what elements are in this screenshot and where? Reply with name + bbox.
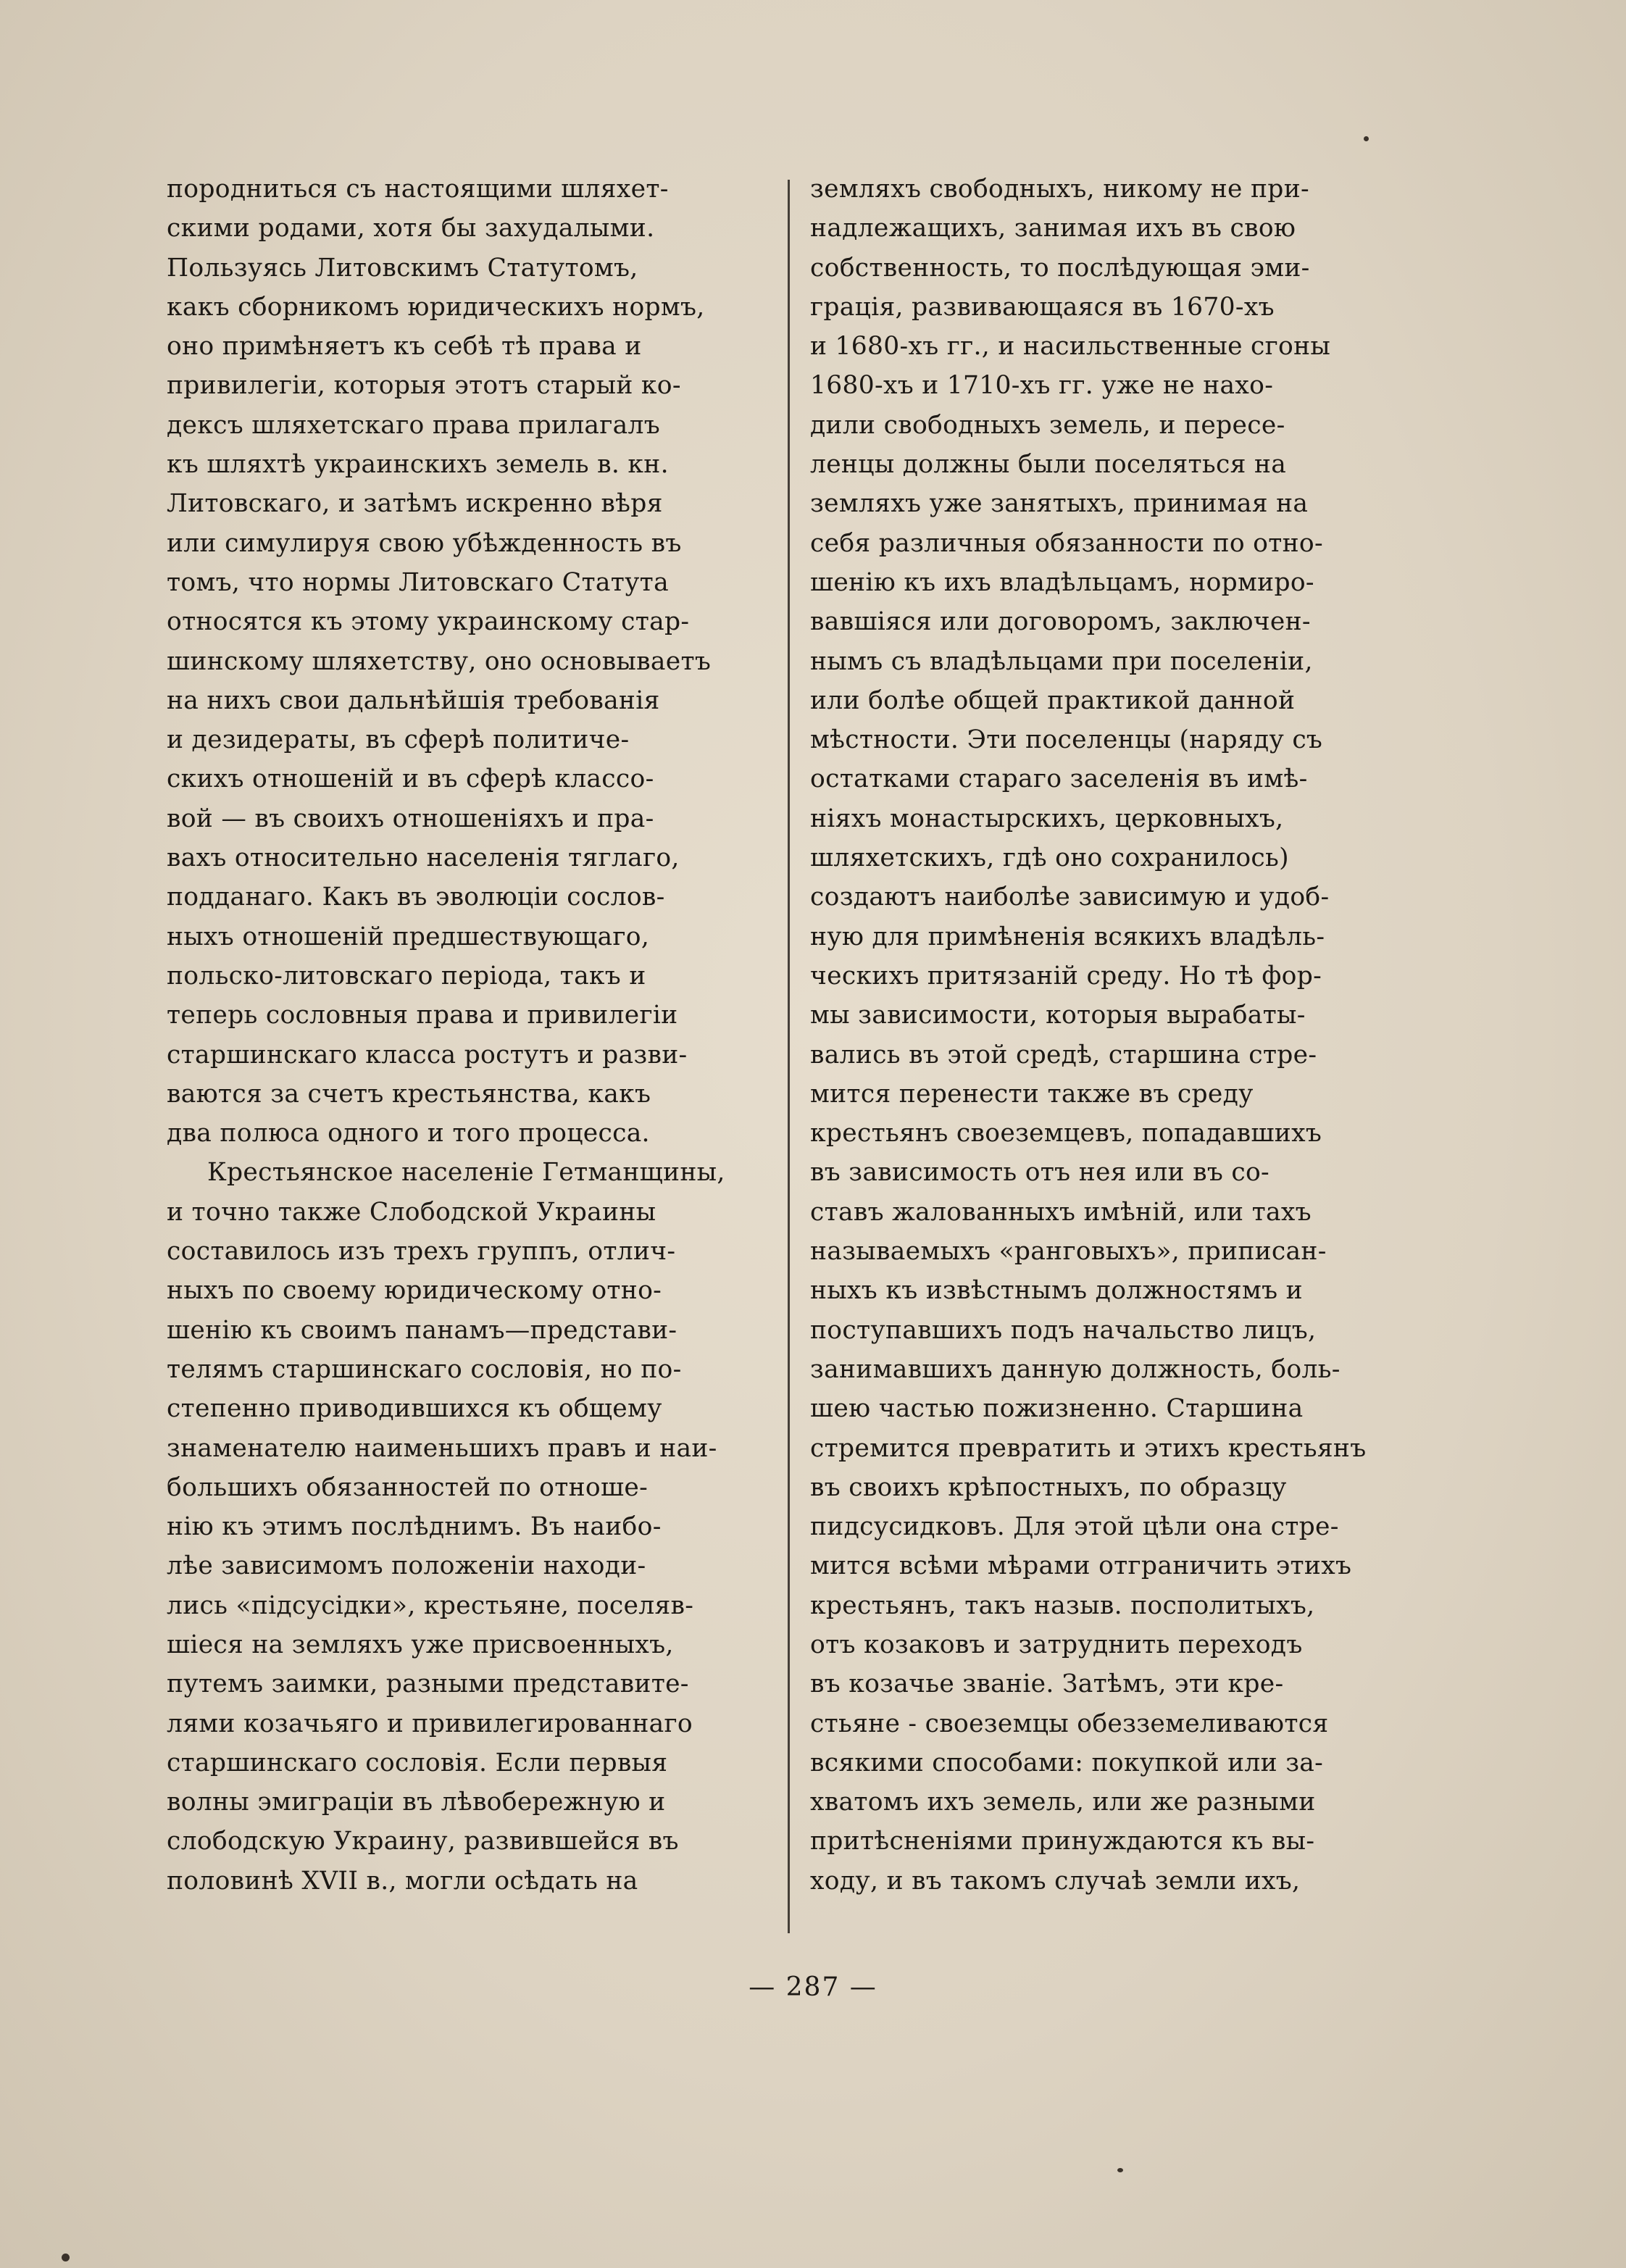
text-line: томъ, что нормы Литовскаго Статута [167,567,669,597]
text-line: въ зависимость отъ нея или въ со- [810,1158,1269,1188]
text-line: Литовскаго, и затѣмъ искренно вѣря [167,489,663,519]
text-line: слободскую Украину, развившейся въ [167,1827,679,1856]
text-line: нію къ этимъ послѣднимъ. Въ наибо- [167,1512,662,1542]
text-line: хватомъ ихъ земель, или же разными [810,1788,1316,1817]
text-line: ваются за счетъ крестьянства, какъ [167,1079,651,1109]
text-line: называемыхъ «ранговыхъ», приписан- [810,1237,1327,1267]
text-line: оно примѣняетъ къ себѣ тѣ права и [167,332,642,362]
text-line: стремится превратить и этихъ крестьянъ [810,1433,1367,1463]
text-line: шинскому шляхетству, оно основываетъ [167,646,712,676]
text-line: и 1680-хъ гг., и насильственные сгоны [810,332,1331,362]
text-line: Крестьянское населеніе Гетманщины, [207,1158,725,1188]
text-line: шляхетскихъ, гдѣ оно сохранилось) [810,843,1289,873]
text-line: старшинскаго класса ростутъ и разви- [167,1040,688,1070]
text-line: теперь сословныя права и привилегіи [167,1001,678,1030]
text-line: отъ козаковъ и затруднить переходъ [810,1630,1303,1659]
text-line: грація, развивающаяся въ 1670-хъ [810,292,1275,322]
text-line: ную для примѣненія всякихъ владѣль- [810,922,1325,951]
text-line: мы зависимости, которыя вырабаты- [810,1001,1306,1030]
text-line: земляхъ уже занятыхъ, принимая на [810,489,1309,519]
text-line: занимавшихъ данную должность, боль- [810,1354,1341,1384]
text-line: ческихъ притязаній среду. Но тѣ фор- [810,961,1322,991]
text-line: два полюса одного и того процесса. [167,1119,650,1148]
text-line: составилось изъ трехъ группъ, отлич- [167,1237,676,1267]
text-line: ныхъ отношеній предшествующаго, [167,922,650,951]
text-line: породниться съ настоящими шляхет- [167,175,669,204]
text-line: крестьянъ, такъ назыв. посполитыхъ, [810,1590,1315,1620]
text-line: шіеся на земляхъ уже присвоенныхъ, [167,1630,674,1659]
text-line: шенію къ ихъ владѣльцамъ, нормиро- [810,567,1314,597]
text-line: лѣе зависимомъ положеніи находи- [167,1551,646,1581]
text-line: дексъ шляхетскаго права прилагалъ [167,410,661,440]
text-line: поступавшихъ подъ начальство лицъ, [810,1315,1317,1345]
text-line: притѣсненіями принуждаются къ вы- [810,1827,1315,1856]
text-line: лись «підсусідки», крестьяне, поселяв- [167,1590,694,1620]
ink-speck [1117,2168,1123,2172]
text-line: и дезидераты, въ сферѣ политиче- [167,725,630,755]
text-line: создаютъ наиболѣе зависимую и удоб- [810,883,1330,912]
text-line: Пользуясь Литовскимъ Статутомъ, [167,253,638,283]
text-line: путемъ заимки, разными представите- [167,1669,689,1699]
text-line: шенію къ своимъ панамъ—представи- [167,1315,678,1345]
text-line: или симулируя свою убѣжденность въ [167,528,682,558]
text-line: польско-литовскаго періода, такъ и [167,961,646,991]
text-line: скихъ отношеній и въ сферѣ классо- [167,764,654,794]
text-line: себя различныя обязанности по отно- [810,528,1323,558]
ink-speck [1364,136,1369,141]
text-line: ніяхъ монастырскихъ, церковныхъ, [810,804,1284,833]
text-line: нымъ съ владѣльцами при поселеніи, [810,646,1313,676]
page-number: — 287 — [749,1972,877,2002]
text-line: въ козачье званіе. Затѣмъ, эти кре- [810,1669,1284,1699]
text-line: къ шляхтѣ украинскихъ земель в. кн. [167,450,669,480]
text-line: вались въ этой средѣ, старшина стре- [810,1040,1317,1070]
text-line: земляхъ свободныхъ, никому не при- [810,175,1309,204]
text-line: остатками стараго заселенія въ имѣ- [810,764,1308,794]
text-line: ставъ жалованныхъ имѣній, или тахъ [810,1197,1312,1227]
left-text-column [167,170,783,1901]
text-line: въ своихъ крѣпостныхъ, по образцу [810,1472,1287,1502]
text-line: вой — въ своихъ отношеніяхъ и пра- [167,804,654,833]
text-line: ныхъ къ извѣстнымъ должностямъ и [810,1276,1303,1306]
text-line: ходу, и въ такомъ случаѣ земли ихъ, [810,1866,1301,1896]
text-line: или болѣе общей практикой данной [810,685,1296,715]
text-line: относятся къ этому украинскому стар- [167,607,690,637]
text-line: большихъ обязанностей по отноше- [167,1472,649,1502]
text-line: собственность, то послѣдующая эми- [810,253,1310,283]
right-text-column [810,170,1426,1901]
text-line: 1680-хъ и 1710-хъ гг. уже не нахо- [810,371,1274,401]
text-line: лями козачьяго и привилегированнаго [167,1709,693,1738]
text-line: старшинскаго сословія. Если первыя [167,1748,668,1777]
text-line: ныхъ по своему юридическому отно- [167,1276,662,1306]
text-line: половинѣ XVII в., могли осѣдать на [167,1866,638,1896]
text-line: знаменателю наименьшихъ правъ и наи- [167,1433,717,1463]
text-line: волны эмиграціи въ лѣвобережную и [167,1788,666,1817]
text-line: телямъ старшинскаго сословія, но по- [167,1354,682,1384]
text-line: ленцы должны были поселяться на [810,450,1287,480]
text-line: подданаго. Какъ въ эволюціи сослов- [167,883,665,912]
text-line: привилегіи, которыя этотъ старый ко- [167,371,681,401]
text-line: крестьянъ своеземцевъ, попадавшихъ [810,1119,1322,1148]
text-line: надлежащихъ, занимая ихъ въ свою [810,214,1296,243]
text-line: пидсусидковъ. Для этой цѣли она стре- [810,1512,1339,1542]
text-line: и точно также Слободской Украины [167,1197,656,1227]
text-line: мится перенести также въ среду [810,1079,1254,1109]
ink-speck [62,2254,70,2261]
text-line: какъ сборникомъ юридическихъ нормъ, [167,292,705,322]
text-line: степенно приводившихся къ общему [167,1394,662,1424]
text-line: шею частью пожизненно. Старшина [810,1394,1304,1424]
text-line: на нихъ свои дальнѣйшія требованія [167,685,660,715]
text-line: стьяне - своеземцы обезземеливаются [810,1709,1329,1738]
text-line: всякими способами: покупкой или за- [810,1748,1324,1777]
text-line: вавшіяся или договоромъ, заключен- [810,607,1311,637]
column-divider [788,180,790,1933]
text-line: вахъ относительно населенія тяглаго, [167,843,680,873]
text-line: мится всѣми мѣрами отграничить этихъ [810,1551,1352,1581]
text-line: дили свободныхъ земель, и пересе- [810,410,1285,440]
text-line: мѣстности. Эти поселенцы (наряду съ [810,725,1323,755]
text-line: скими родами, хотя бы захудалыми. [167,214,655,243]
